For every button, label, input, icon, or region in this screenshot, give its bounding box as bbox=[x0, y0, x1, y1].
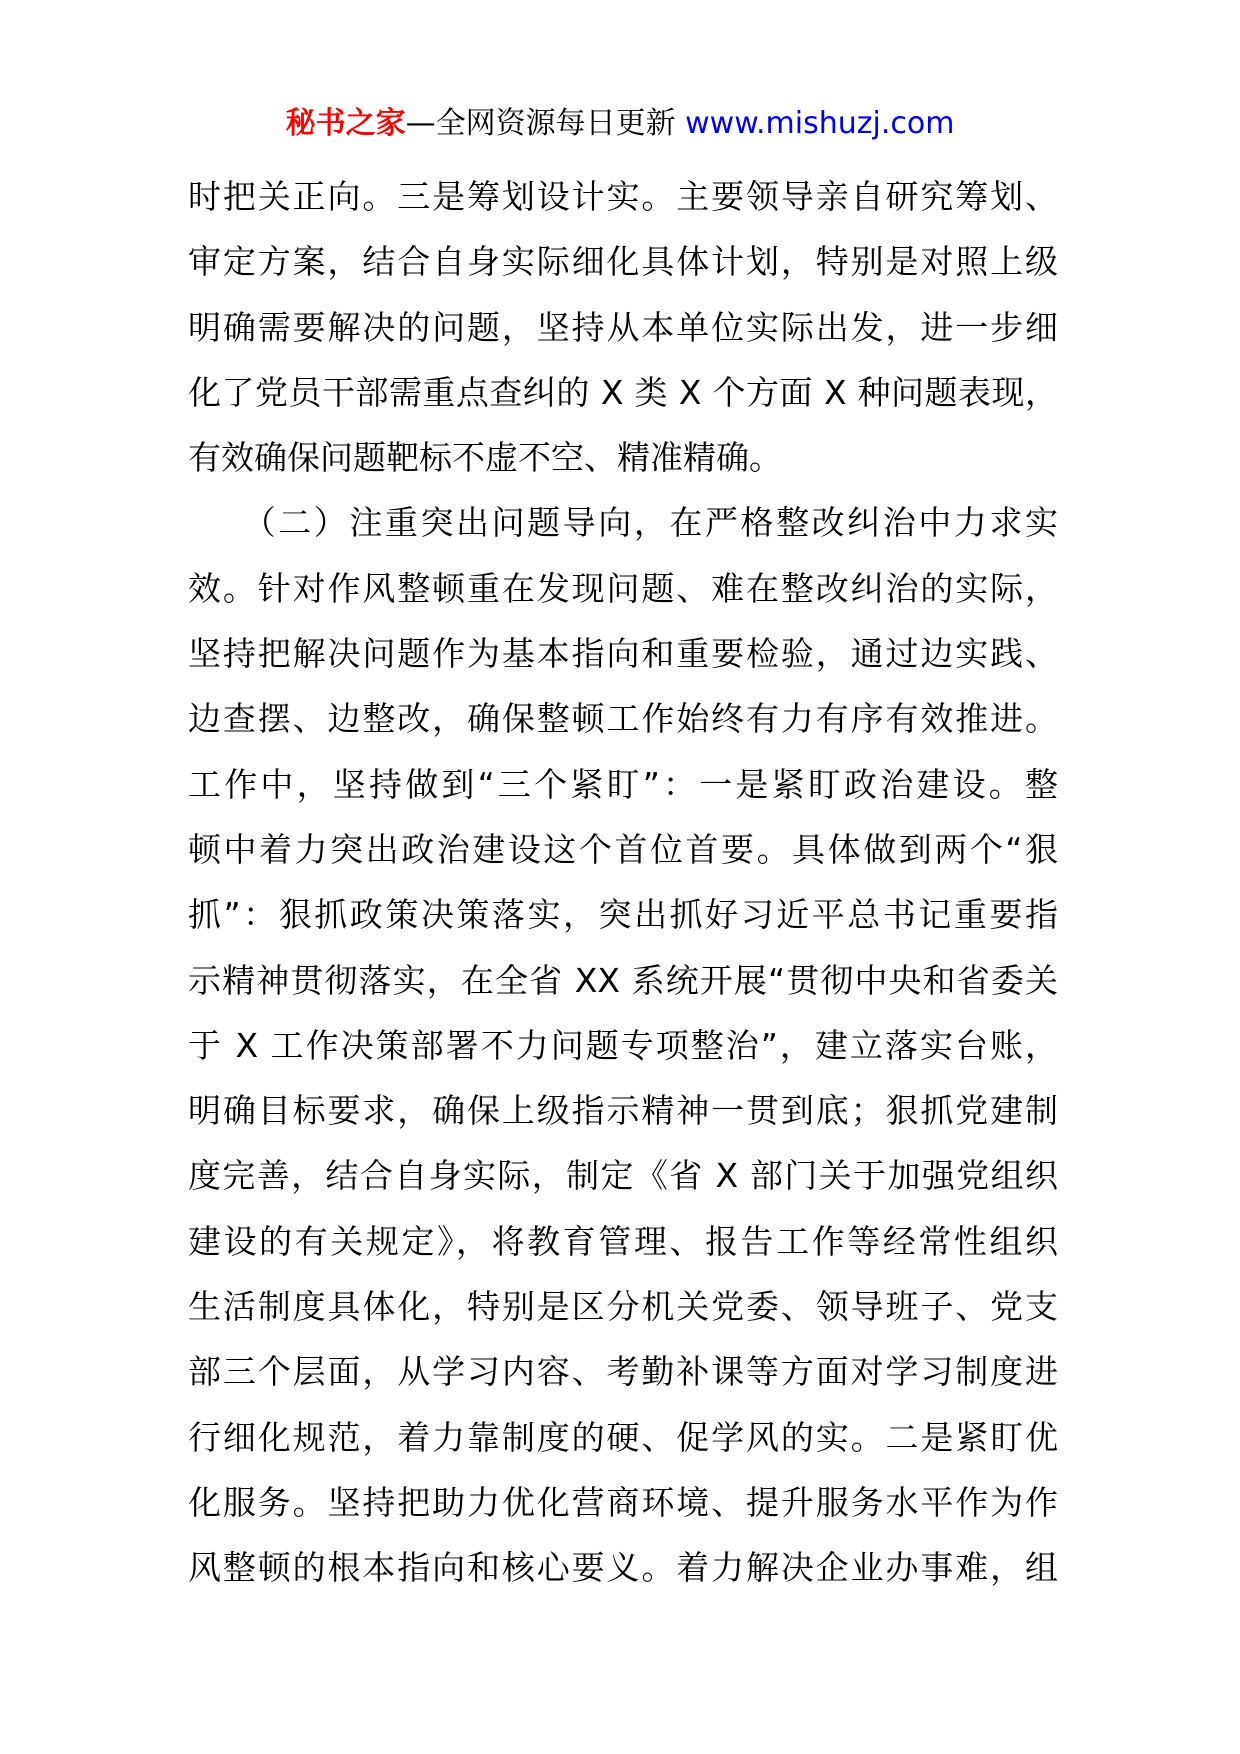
text-line: 风整顿的根本指向和核心要义。着力解决企业办事难，组 bbox=[188, 1548, 1058, 1588]
text-line: 边查摆、边整改，确保整顿工作始终有力有序有效推进。 bbox=[188, 699, 1058, 739]
text-line: 坚持把解决问题作为基本指向和重要检验，通过边实践、 bbox=[188, 634, 1058, 674]
text-line: 生活制度具体化，特别是区分机关党委、领导班子、党支 bbox=[188, 1287, 1058, 1327]
text-line: 明确需要解决的问题，坚持从本单位实际出发，进一步细 bbox=[188, 307, 1058, 347]
text-line: 建设的有关规定》，将教育管理、报告工作等经常性组织 bbox=[188, 1221, 1058, 1261]
text-line: 顿中着力突出政治建设这个首位首要。具体做到两个“狠 bbox=[188, 829, 1058, 869]
text-line: 部三个层面，从学习内容、考勤补课等方面对学习制度进 bbox=[188, 1352, 1058, 1392]
website-link[interactable]: www.mishuzj.com bbox=[685, 106, 955, 141]
section-heading-line: （二）注重突出问题导向，在严格整改纠治中力求实 bbox=[188, 503, 1058, 543]
header-tagline: —全网资源每日更新 bbox=[405, 106, 686, 141]
brand-name: 秘书之家 bbox=[285, 106, 406, 141]
text-line: 效。针对作风整顿重在发现问题、难在整改纠治的实际， bbox=[188, 568, 1058, 608]
body-text bbox=[188, 164, 1058, 1601]
text-line: 抓”：狠抓政策决策落实，突出抓好习近平总书记重要指 bbox=[188, 895, 1058, 935]
text-line: 示精神贯彻落实，在全省 XX 系统开展“贯彻中央和省委关 bbox=[188, 960, 1058, 1000]
page-header bbox=[0, 102, 1240, 146]
text-line: 度完善，结合自身实际，制定《省 X 部门关于加强党组织 bbox=[188, 1156, 1058, 1196]
text-line: 化了党员干部需重点查纠的 X 类 X 个方面 X 种问题表现， bbox=[188, 372, 1058, 412]
text-line: 时把关正向。三是筹划设计实。主要领导亲自研究筹划、 bbox=[188, 177, 1058, 216]
text-line: 工作中，坚持做到“三个紧盯”：一是紧盯政治建设。整 bbox=[188, 764, 1058, 804]
text-line: 明确目标要求，确保上级指示精神一贯到底；狠抓党建制 bbox=[188, 1091, 1058, 1131]
text-line: 化服务。坚持把助力优化营商环境、提升服务水平作为作 bbox=[188, 1482, 1058, 1522]
text-line: 行细化规范，着力靠制度的硬、促学风的实。二是紧盯优 bbox=[188, 1417, 1058, 1457]
text-line: 审定方案，结合自身实际细化具体计划，特别是对照上级 bbox=[188, 242, 1058, 282]
text-line: 于 X 工作决策部署不力问题专项整治”，建立落实台账， bbox=[188, 1025, 1058, 1065]
text-line: 有效确保问题靶标不虚不空、精准精确。 bbox=[188, 438, 782, 478]
